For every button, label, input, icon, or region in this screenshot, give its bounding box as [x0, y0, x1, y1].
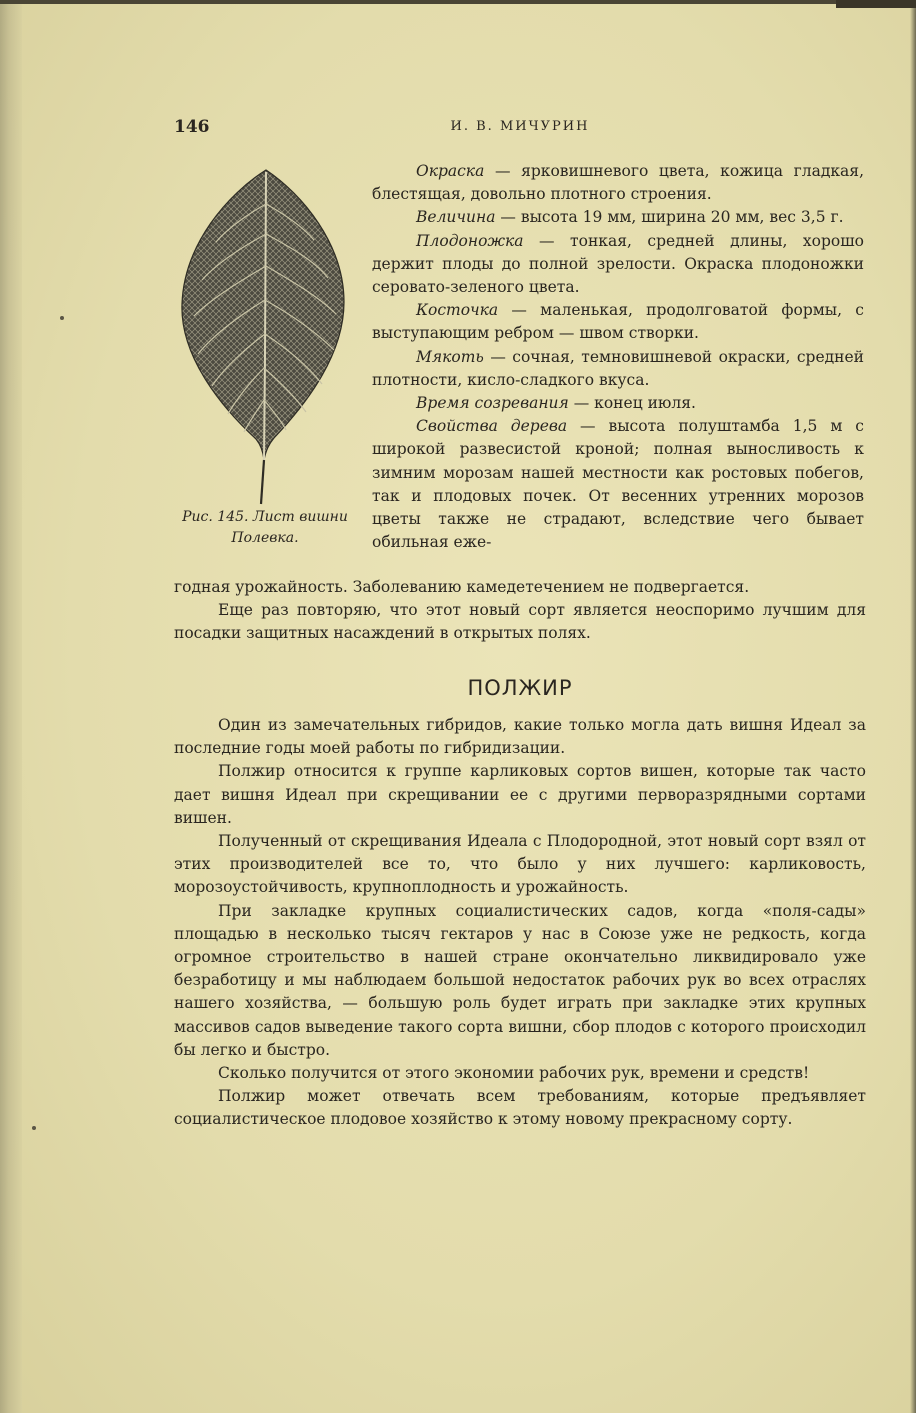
definition: — высота полуштамба 1,5 м с широкой развесистой кроной; полная выносливость к зимним морозам нашей местности как ростовых побегов, так и плодовых почек. От весенних утренних морозов цветы также не страдают, вследствие чего бывает обильная еже- [372, 417, 864, 552]
definition: — конец июля. [568, 394, 696, 413]
term: Время созревания [416, 394, 569, 413]
caption-line-1: Рис. 145. Лист вишни [182, 509, 348, 525]
section-body [174, 714, 866, 1132]
page-top-corner [836, 0, 916, 8]
term: Окраска [416, 162, 485, 180]
page-top-edge [0, 0, 916, 4]
body-paragraph: При закладке крупных социалистических садов, когда «поля-сады» площадью в несколько тысяч гектаров у нас в Союзе уже не редкость, когда огромное строительство в нашей стране окончательно ликвидировало уже безработицу и мы наблюдаем большой недостаток рабочих рук во всех отраслях нашего хозяйства, — большую роль будет играть при закладке этих крупных массивов садов выведение такого сорта вишни, сбор плодов с которого происходил бы легко и быстро. [174, 901, 866, 1059]
description-paragraph [372, 392, 864, 415]
term: Величина [416, 208, 496, 227]
description-paragraph [372, 230, 864, 300]
page-number: 146 [174, 117, 210, 137]
definition: — ярковишневого цвета, кожица гладкая, блестящая, довольно плотного строения. [372, 162, 864, 204]
continuation-paragraph: Еще раз повторяю, что этот новый сорт является неоспоримо лучшим для посадки защитных насаждений в открытых полях. [174, 601, 866, 643]
paper-speck [60, 316, 64, 320]
continuation-line: годная урожайность. Заболеванию камедетечением не подвергается. [174, 578, 750, 596]
variety-description [372, 160, 864, 554]
description-paragraph [372, 206, 864, 229]
description-paragraph [372, 346, 864, 392]
continuation-text [174, 576, 866, 646]
term: Косточка [416, 301, 499, 320]
paper-speck [32, 1126, 36, 1130]
running-head: И. В. МИЧУРИН [450, 119, 590, 134]
description-paragraph [372, 415, 864, 554]
body-paragraph: Полжир может отвечать всем требованиям, которые предъявляет социалистическое плодовое хозяйство к этому новому прекрасному сорту. [174, 1087, 866, 1129]
body-paragraph: Один из замечательных гибридов, какие только могла дать вишня Идеал за последние годы моей работы по гибридизации. [174, 716, 866, 758]
leaf-blade [182, 170, 344, 460]
page-left-edge [0, 0, 22, 1413]
definition: — высота 19 мм, ширина 20 мм, вес 3,5 г. [495, 208, 844, 227]
description-paragraph [372, 299, 864, 345]
figure-caption [166, 507, 364, 549]
caption-line-2: Полевка. [231, 530, 299, 546]
page-header [174, 117, 866, 143]
body-paragraph: Сколько получится от этого экономии рабочих рук, времени и средств! [218, 1064, 810, 1083]
section-title: ПОЛЖИР [467, 676, 573, 700]
body-paragraph: Полученный от скрещивания Идеала с Плодородной, этот новый сорт взял от этих производителей все то, что было у них лучшего: карликовость, морозоустойчивость, крупноплодность и урожайность. [174, 832, 866, 897]
definition: — сочная, темновишневой окраски, средней плотности, кисло-сладкого вкуса. [372, 347, 864, 389]
leaf-petiole [261, 460, 264, 504]
page-right-edge [910, 0, 916, 1413]
body-paragraph: Полжир относится к группе карликовых сортов вишен, которые так часто дает вишня Идеал при скрещивании ее с другими перворазрядными сортами вишен. [174, 762, 866, 827]
description-paragraph [372, 160, 864, 206]
definition: — маленькая, продолговатой формы, с выступающим ребром — швом створки. [372, 301, 864, 343]
definition: — тонкая, средней длины, хорошо держит плоды до полной зрелости. Окраска плодоножки серовато-зеленого цвета. [372, 231, 864, 297]
term: Плодоножка [416, 231, 524, 250]
cherry-leaf-figure [168, 164, 360, 512]
term: Свойства дерева [416, 417, 568, 436]
term: Мякоть [416, 347, 484, 366]
